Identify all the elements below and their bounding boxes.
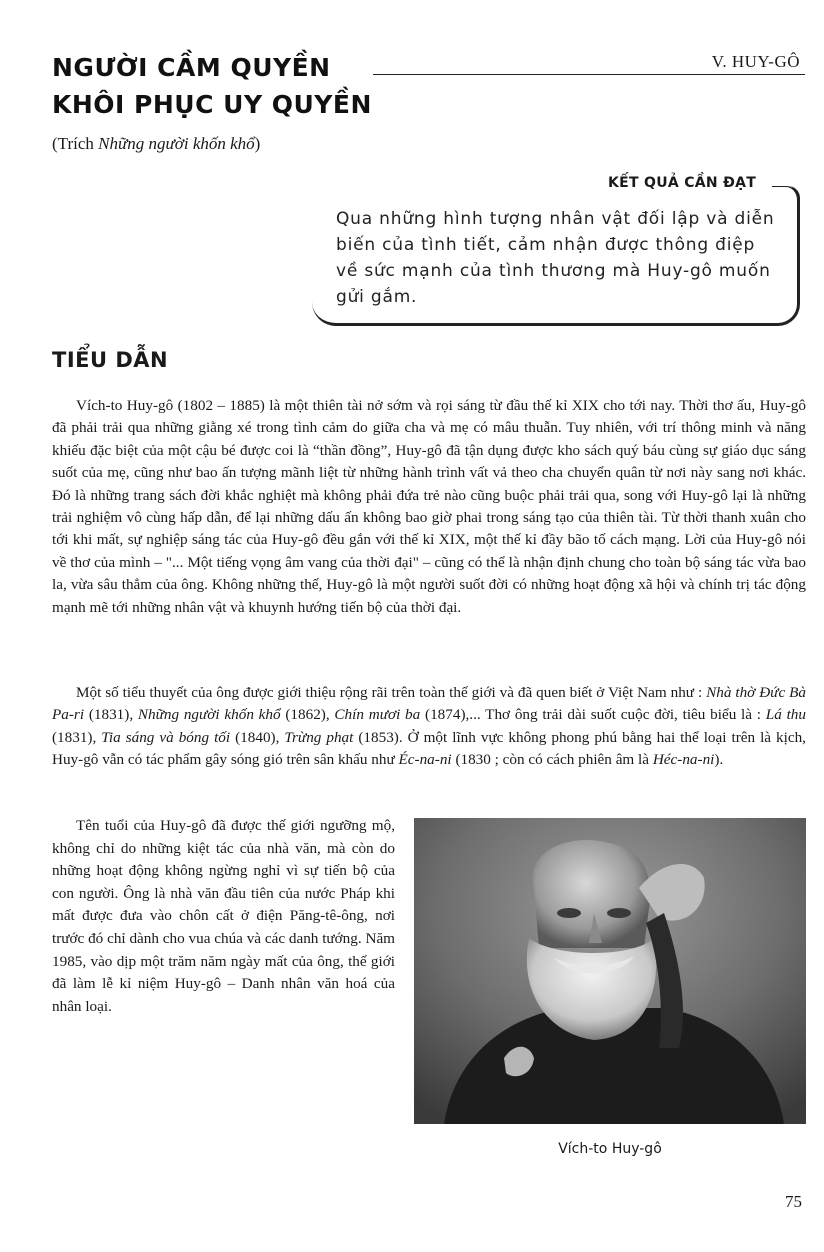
work-title: Trừng phạt (284, 728, 354, 746)
outcome-text: Qua những hình tượng nhân vật đối lập và diễn biến của tình tiết, cảm nhận được thông điệp về sức mạnh của tình thương mà Huy-gô muốn gửi gắm. (336, 209, 775, 307)
paragraph-1: Vích-to Huy-gô (1802 – 1885) là một thiên tài nở sớm và rọi sáng từ đầu thế kỉ XIX cho tới nay. Thời thơ ấu, Huy-gô đã phải trải qua những giằng xé trong tình cảm do giữa cha và mẹ có mâu thuẫn. Tuy nhiên, với trí thông minh và năng khiếu đặc biệt của một cậu bé được coi là “thần đồng”, Huy-gô đã tận dụng được kho sách quý báu cùng sự giáo dục sáng suốt của mẹ, cũng như bao ấn tượng mãnh liệt từ những hành trình vất vả theo cha chuyển quân từ nơi này sang nơi khác. Đó là những trang sách đời khắc nghiệt mà không phải đứa trẻ nào cũng buộc phải trải qua, song với Huy-gô lại là những trải nghiệm vô cùng hấp dẫn, để lại những dấu ấn không bao giờ phai trong sáng tạo của thiên tài. Từ thời thanh xuân cho tới khi mất, sự nghiệp sáng tác của Huy-gô đều gắn với thế kỉ XIX, một thế kỉ đầy bão tố cách mạng. Lời của Huy-gô nói về thơ của mình – "... Một tiếng vọng âm vang của thời đại" – cũng có thể là nhận định chung cho toàn bộ sáng tác vừa bao la, vừa sâu thẳm của ông. Không những thế, Huy-gô là một người suốt đời có những hoạt động xã hội và chính trị tác động mạnh mẽ tới những nhân vật và khuynh hướng tiến bộ của thời đại. (52, 397, 806, 616)
p2-text: (1874),... Thơ ông trải dài suốt cuộc đời, tiêu biểu là : (420, 706, 766, 724)
work-title: Chín mươi ba (334, 706, 421, 724)
p2-text: (1840), (230, 728, 285, 746)
photo-caption: Vích-to Huy-gô (558, 1141, 662, 1157)
paragraph-2 (52, 682, 806, 772)
p2-text: (1853). Ở một lĩnh vực không phong phú bằng hai thể loại trên là kịch, Huy-gô vẫn có tác phẩm gây sóng gió trên sân khấu như (52, 728, 806, 769)
title-rule (373, 74, 805, 75)
work-title: Tia sáng và bóng tối (101, 728, 231, 746)
work-title: Nhà thờ Đức Bà Pa-ri (52, 684, 806, 724)
page-number: 75 (785, 1192, 802, 1211)
work-title: Éc-na-ni (398, 751, 452, 769)
section-title: TIỂU DẪN (52, 348, 169, 372)
paragraph-3: Tên tuổi của Huy-gô đã được thế giới ngưỡng mộ, không chỉ do những kiệt tác của nhà văn, mà còn do những hoạt động không ngừng nghỉ vì sự tiến bộ của con người. Ông là nhà văn đầu tiên của nước Pháp khi mất được đưa vào chôn cất ở điện Păng-tê-ông, nơi trước đó chỉ dành cho vua chúa và các danh tướng. Năm 1985, vào dịp một trăm năm ngày mất của ông, thế giới đã làm lễ kỉ niệm Huy-gô – Danh nhân văn hoá của nhân loại. (52, 817, 395, 1015)
work-title: Héc-na-ni (652, 751, 715, 769)
p2-text: (1831), (84, 706, 138, 724)
subtitle-prefix: (Trích (52, 134, 99, 153)
p2-text: (1830 ; còn có cách phiên âm là (451, 751, 653, 769)
p2-text: Một số tiểu thuyết của ông được giới thiệu rộng rãi trên toàn thế giới và đã quen biết ở Việt Nam như : (76, 684, 707, 701)
p2-text: (1862), (280, 706, 335, 724)
subtitle-work: Những người khốn khổ (98, 134, 255, 153)
p2-text: ). (714, 751, 724, 769)
outcome-title: KẾT QUẢ CẦN ĐẠT (608, 175, 757, 191)
title-line-2: KHÔI PHỤC UY QUYỀN (52, 90, 372, 119)
portrait-photo (414, 818, 806, 1124)
subtitle (52, 134, 260, 154)
work-title: Những người khốn khổ (137, 706, 281, 724)
p2-text: (1831), (52, 728, 102, 746)
title-line-1: NGƯỜI CẦM QUYỀN (52, 53, 331, 82)
work-title: Lá thu (765, 706, 806, 724)
subtitle-suffix: ) (254, 134, 261, 153)
author: V. HUY-GÔ (711, 52, 800, 71)
